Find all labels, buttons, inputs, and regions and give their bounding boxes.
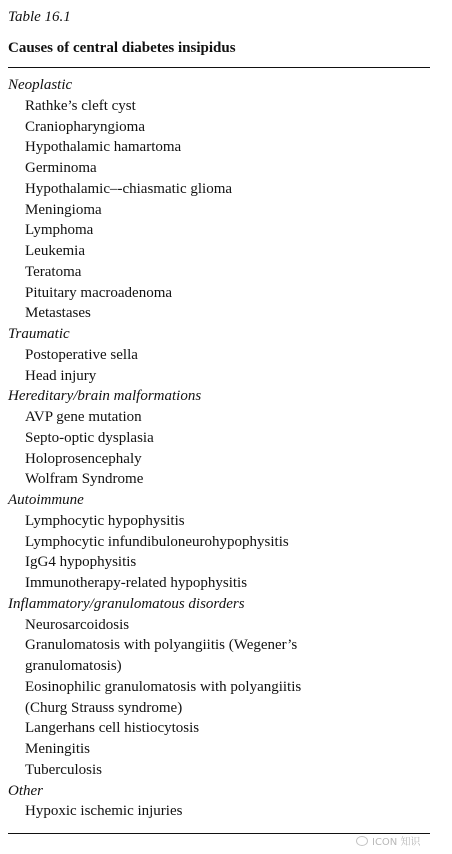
cause-item: Hypoxic ischemic injuries [25, 803, 183, 820]
cause-item: IgG4 hypophysitis [25, 554, 137, 571]
cause-item: Granulomatosis with polyangiitis (Wegener’s [25, 637, 298, 654]
category-heading: Traumatic [8, 326, 70, 342]
cause-item: Rathke’s cleft cyst [25, 97, 136, 114]
cause-item: Meningioma [25, 201, 102, 218]
cause-item: Hypothalamic–-chiasmatic glioma [25, 180, 233, 197]
category-heading: Autoimmune [8, 492, 84, 508]
table-title: Causes of central diabetes insipidus [8, 40, 236, 56]
category-heading: Inflammatory/granulomatous disorders [8, 595, 245, 612]
cause-item: Neurosarcoidosis [25, 616, 130, 633]
cause-item: Septo-optic dysplasia [25, 429, 154, 446]
cause-item: Holoprosencephaly [25, 450, 142, 467]
category-heading: Hereditary/brain malformations [8, 388, 202, 405]
cause-item: Postoperative sella [25, 346, 138, 363]
cause-item: Eosinophilic granulomatosis with polyangiitis [25, 678, 302, 695]
category-heading: Other [8, 782, 43, 799]
cause-item: Pituitary macroadenoma [25, 284, 173, 301]
cause-item: AVP gene mutation [25, 409, 142, 425]
cause-item: Meningitis [25, 741, 91, 757]
cause-item: Lymphocytic infundibuloneurohypophysitis [25, 533, 289, 550]
cause-item: Teratoma [25, 263, 82, 280]
wechat-logo-icon [356, 836, 368, 846]
watermark-text: ICON 知识 [372, 837, 421, 848]
cause-item: Immunotherapy-related hypophysitis [25, 575, 248, 591]
cause-item: Metastases [25, 305, 91, 322]
table-body [8, 75, 438, 822]
cause-item: Lymphocytic hypophysitis [25, 512, 185, 529]
cause-item: Lymphoma [25, 222, 94, 239]
cause-item: Hypothalamic hamartoma [25, 139, 182, 156]
cause-item: Craniopharyngioma [25, 118, 145, 135]
cause-item: Wolfram Syndrome [25, 471, 144, 488]
cause-item: granulomatosis) [25, 658, 122, 674]
cause-item: Germinoma [25, 160, 97, 176]
cause-item: Head injury [25, 367, 97, 384]
cause-item: Langerhans cell histiocytosis [25, 720, 200, 737]
cause-item: Tuberculosis [25, 761, 102, 778]
category-heading: Neoplastic [8, 77, 73, 93]
table-label: Table 16.1 [8, 9, 71, 25]
cause-item: (Churg Strauss syndrome) [25, 699, 183, 716]
table-top-rule [8, 67, 430, 68]
watermark [356, 833, 420, 848]
cause-item: Leukemia [25, 243, 85, 259]
